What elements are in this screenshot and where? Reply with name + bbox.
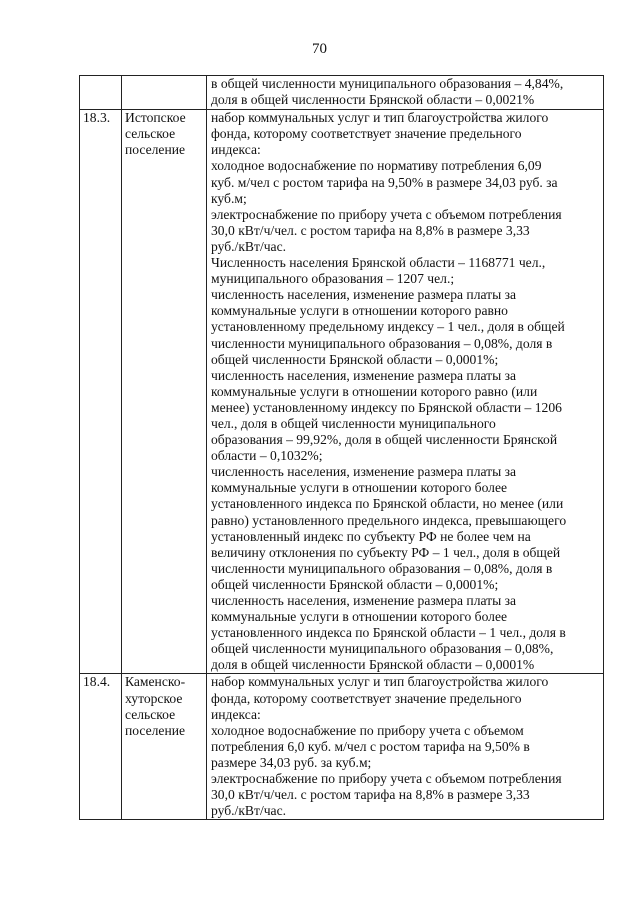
description-line: установленного индекса по Брянской области – 1 чел., доля в [211,625,566,641]
description-line: холодное водоснабжение по прибору учета с объемом [211,722,524,738]
description-line: коммунальные услуги в отношении которого равно (или [211,383,538,399]
description-line: численность населения, изменение размера платы за [211,287,517,303]
description-line: величину отклонения по субъекту РФ – 1 чел., доля в общей [211,544,561,560]
settlement-name-cell [122,674,207,820]
description-line: электроснабжение по прибору учета с объемом потребления [211,206,562,222]
description-line: Численность населения Брянской области – 1168771 чел., [211,255,546,271]
table-row [80,674,604,820]
description-line: индекса: [211,706,261,722]
description-line: образования – 99,92%, доля в общей численности Брянской [211,432,558,448]
settlement-name-line: Каменско- [125,674,186,690]
row-number-cell [80,76,122,110]
description-line: численность населения, изменение размера платы за [211,593,517,608]
description-line: общей численности Брянской области – 0,0001%; [211,351,499,367]
settlement-name-cell [122,110,207,674]
description-line: размере 34,03 руб. за куб.м; [211,754,372,770]
description-line: руб./кВт/час. [211,238,287,254]
description-line: фонда, которому соответствует значение предельного [211,690,522,706]
description-line: доля в общей численности Брянской области – 0,0021% [211,92,535,108]
row-number-cell [80,110,122,674]
description-line: электроснабжение по прибору учета с объемом потребления [211,771,562,787]
description-line: куб.м; [211,190,247,206]
description-line: коммунальные услуги в отношении которого более [211,609,508,625]
settlement-name-line: сельское [125,706,176,722]
tariff-table [79,75,604,820]
settlement-name-line: сельское [125,126,176,142]
description-line: равно) установленного предельного индекса, превышающего [211,512,567,528]
description-line: потребления 6,0 куб. м/чел с ростом тарифа на 9,50% в [211,738,530,754]
settlement-name-line: хуторское [125,690,183,706]
description-line: 30,0 кВт/ч/чел. с ростом тарифа на 8,8% в размере 3,33 [211,787,530,803]
settlement-name-line: Истопское [125,110,186,126]
description-line: общей численности Брянской области – 0,0001%; [211,576,499,592]
description-cell [207,76,604,110]
description-line: численность населения, изменение размера платы за [211,464,517,480]
description-line: установленный индекс по субъекту РФ не более чем на [211,528,531,544]
description-line: куб. м/чел с ростом тарифа на 9,50% в размере 34,03 руб. за [211,174,558,190]
description-line: коммунальные услуги в отношении которого равно [211,303,508,319]
row-number-cell [80,674,122,820]
description-line: фонда, которому соответствует значение предельного [211,126,522,142]
settlement-name-line: поселение [125,142,186,158]
description-line: холодное водоснабжение по нормативу потребления 6,09 [211,158,542,174]
table-row [80,110,604,674]
description-line: общей численности муниципального образования – 0,08%, [211,641,554,657]
description-line: численности муниципального образования – 0,08%, доля в [211,560,553,576]
description-cell [207,674,604,820]
table-row [80,76,604,110]
description-line: численности муниципального образования – 0,08%, доля в [211,335,553,351]
description-line: набор коммунальных услуг и тип благоустройства жилого [211,110,549,126]
description-line: чел., доля в общей численности муниципального [211,415,496,431]
description-line: менее) установленному индексу по Брянской области – 1206 [211,399,562,415]
settlement-name-cell [122,76,207,110]
description-line: 30,0 кВт/ч/чел. с ростом тарифа на 8,8% в размере 3,33 [211,222,530,238]
description-line: численность населения, изменение размера платы за [211,367,517,383]
description-line: установленному предельному индексу – 1 чел., доля в общей [211,319,565,335]
description-line: набор коммунальных услуг и тип благоустройства жилого [211,674,549,690]
description-line: доля в общей численности Брянской области – 0,0001% [211,657,535,673]
settlement-name-line: поселение [125,722,186,738]
page-number: 70 [312,41,327,57]
description-line: коммунальные услуги в отношении которого более [211,480,508,496]
description-cell [207,110,604,674]
description-line: индекса: [211,142,261,158]
description-line: установленного индекса по Брянской области, но менее (или [211,496,564,512]
description-line: области – 0,1032%; [211,448,323,464]
description-line: руб./кВт/час. [211,803,287,819]
row-number: 18.4. [83,674,111,690]
description-line: в общей численности муниципального образования – 4,84%, [211,76,564,91]
table-body [80,76,604,820]
row-number: 18.3. [83,110,111,126]
description-line: муниципального образования – 1207 чел.; [211,271,455,287]
